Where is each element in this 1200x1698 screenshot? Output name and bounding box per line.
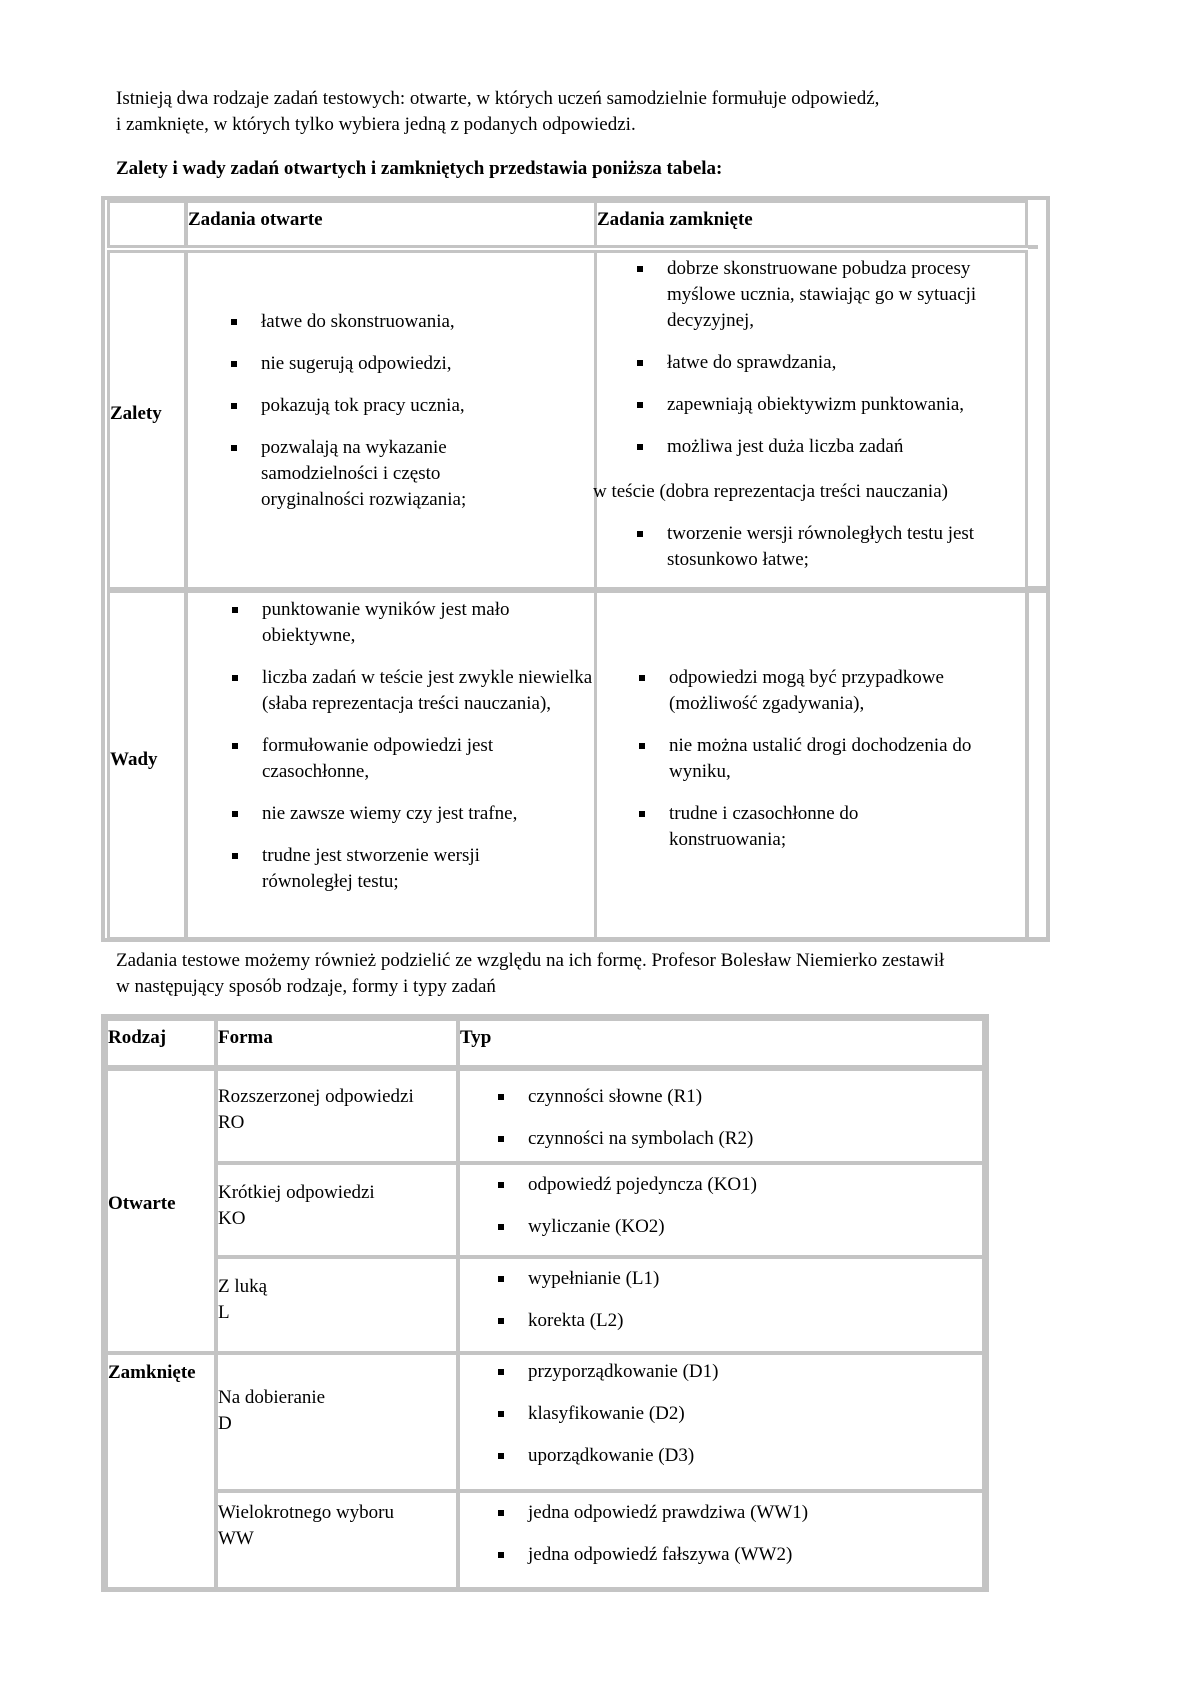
list-item: korekta (L2) (490, 1308, 970, 1334)
list-item: łatwe do skonstruowania, (223, 309, 553, 335)
list-cons-closed (631, 665, 1011, 853)
row-label-wady: Wady (110, 749, 158, 770)
forma-name: Z luką (218, 1276, 268, 1297)
list-typ-ko (490, 1172, 970, 1240)
rodzaj-otwarte: Otwarte (108, 1193, 176, 1214)
list-typ-l (490, 1266, 970, 1334)
table2-header-rodzaj (105, 1018, 217, 1068)
forma-code: KO (218, 1208, 246, 1229)
table1-header-open (185, 200, 597, 248)
list-item: pozwalają na wykazanie samodzielności i często oryginalności rozwiązania; (223, 435, 511, 513)
middle-paragraph (116, 948, 1176, 1000)
pros-closed-continuation: w teście (dobra reprezentacja treści nauczania) (593, 481, 948, 502)
forma-code: RO (218, 1112, 245, 1133)
list-item: pokazują tok pracy ucznia, (223, 393, 553, 419)
list-item: tworzenie wersji równoległych testu jest stosunkowo łatwe; (629, 521, 997, 573)
list-item: nie można ustalić drogi dochodzenia do wyniku, (631, 733, 1009, 785)
list-item: jedna odpowiedź fałszywa (WW2) (490, 1542, 970, 1568)
forma-name: Na dobieranie (218, 1387, 326, 1408)
list-item: czynności na symbolach (R2) (490, 1126, 970, 1152)
forma-cell-l (215, 1256, 459, 1354)
table1-header-edge (1028, 245, 1038, 249)
typ-cell-d (457, 1352, 985, 1492)
list-cons-open (224, 597, 594, 895)
list-item: nie zawsze wiemy czy jest trafne, (224, 801, 594, 827)
list-typ-d (490, 1359, 970, 1469)
list-item: odpowiedź pojedyncza (KO1) (490, 1172, 970, 1198)
list-item: odpowiedzi mogą być przypadkowe (możliwość zgadywania), (631, 665, 1011, 717)
forma-code: WW (218, 1528, 254, 1549)
list-pros-closed-last (629, 521, 999, 573)
list-pros-closed (629, 256, 1029, 460)
section-heading: Zalety i wady zadań otwartych i zamkniętych przedstawia poniższa tabela: (116, 158, 723, 179)
typ-cell-l (457, 1256, 985, 1354)
cell-pros-closed (594, 250, 1028, 590)
forma-cell-ww (215, 1490, 459, 1590)
cell-pros-open (185, 250, 597, 590)
list-item: czynności słowne (R1) (490, 1084, 970, 1110)
header-zadania-otwarte: Zadania otwarte (188, 209, 323, 230)
list-item: zapewniają obiektywizm punktowania, (629, 392, 1029, 418)
cell-cons-open (185, 590, 597, 940)
header-rodzaj: Rodzaj (108, 1027, 167, 1048)
intro-line-2: i zamknięte, w których tylko wybiera jedną z podanych odpowiedzi. (116, 114, 636, 135)
forma-name: Krótkiej odpowiedzi (218, 1182, 375, 1203)
list-item: nie sugerują odpowiedzi, (223, 351, 553, 377)
typ-cell-ko (457, 1162, 985, 1258)
forma-name: Wielokrotnego wyboru (218, 1502, 395, 1523)
forma-code: L (218, 1302, 230, 1323)
row-label-cell-wady (107, 590, 187, 940)
cell-cons-closed (594, 590, 1028, 940)
list-item: przyporządkowanie (D1) (490, 1359, 970, 1385)
row-label-zalety: Zalety (110, 403, 162, 424)
table2-rodzaj-otwarte (105, 1068, 217, 1354)
rodzaj-zamkniete: Zamknięte (108, 1362, 196, 1383)
table2-header-forma (215, 1018, 459, 1068)
forma-cell-d (215, 1352, 459, 1492)
list-item: trudne jest stworzenie wersji równoległej testu; (224, 843, 552, 895)
typ-cell-ww (457, 1490, 985, 1590)
list-typ-ww (490, 1500, 970, 1568)
table1-extra-column (1026, 590, 1050, 940)
list-item: wyliczanie (KO2) (490, 1214, 970, 1240)
typ-cell-ro (457, 1068, 985, 1164)
header-typ: Typ (460, 1027, 492, 1048)
list-item: formułowanie odpowiedzi jest czasochłonne, (224, 733, 552, 785)
list-item: uporządkowanie (D3) (490, 1443, 970, 1469)
list-item: jedna odpowiedź prawdziwa (WW1) (490, 1500, 970, 1526)
header-forma: Forma (218, 1027, 273, 1048)
list-item: wypełnianie (L1) (490, 1266, 970, 1292)
list-pros-open (223, 309, 553, 513)
middle-line-2: w następujący sposób rodzaje, formy i typy zadań (116, 976, 496, 997)
list-typ-ro (490, 1084, 970, 1152)
header-zadania-zamkniete: Zadania zamknięte (597, 209, 753, 230)
table2-header-typ (457, 1018, 985, 1068)
list-item: punktowanie wyników jest mało obiektywne, (224, 597, 552, 649)
forma-cell-ko (215, 1162, 459, 1258)
table1-corner-cell (107, 200, 187, 248)
table1-header-closed (594, 200, 1028, 248)
list-item: łatwe do sprawdzania, (629, 350, 1029, 376)
table2-rodzaj-zamkniete (105, 1352, 217, 1590)
list-item: dobrze skonstruowane pobudza procesy myślowe ucznia, stawiając go w sytuacji decyzyjnej, (629, 256, 1029, 334)
list-item: możliwa jest duża liczba zadań (629, 434, 1029, 460)
forma-code: D (218, 1413, 232, 1434)
forma-name: Rozszerzonej odpowiedzi (218, 1086, 414, 1107)
intro-line-1: Istnieją dwa rodzaje zadań testowych: otwarte, w których uczeń samodzielnie formułuje odpowiedź, (116, 88, 880, 109)
list-item: trudne i czasochłonne do konstruowania; (631, 801, 959, 853)
intro-paragraph (116, 86, 1116, 138)
forma-cell-ro (215, 1068, 459, 1164)
list-item: liczba zadań w teście jest zwykle niewielka (słaba reprezentacja treści nauczania), (224, 665, 594, 717)
middle-line-1: Zadania testowe możemy również podzielić ze względu na ich formę. Profesor Bolesław Niemierko zestawił (116, 950, 945, 971)
row-label-cell-zalety (107, 250, 187, 590)
list-item: klasyfikowanie (D2) (490, 1401, 970, 1427)
